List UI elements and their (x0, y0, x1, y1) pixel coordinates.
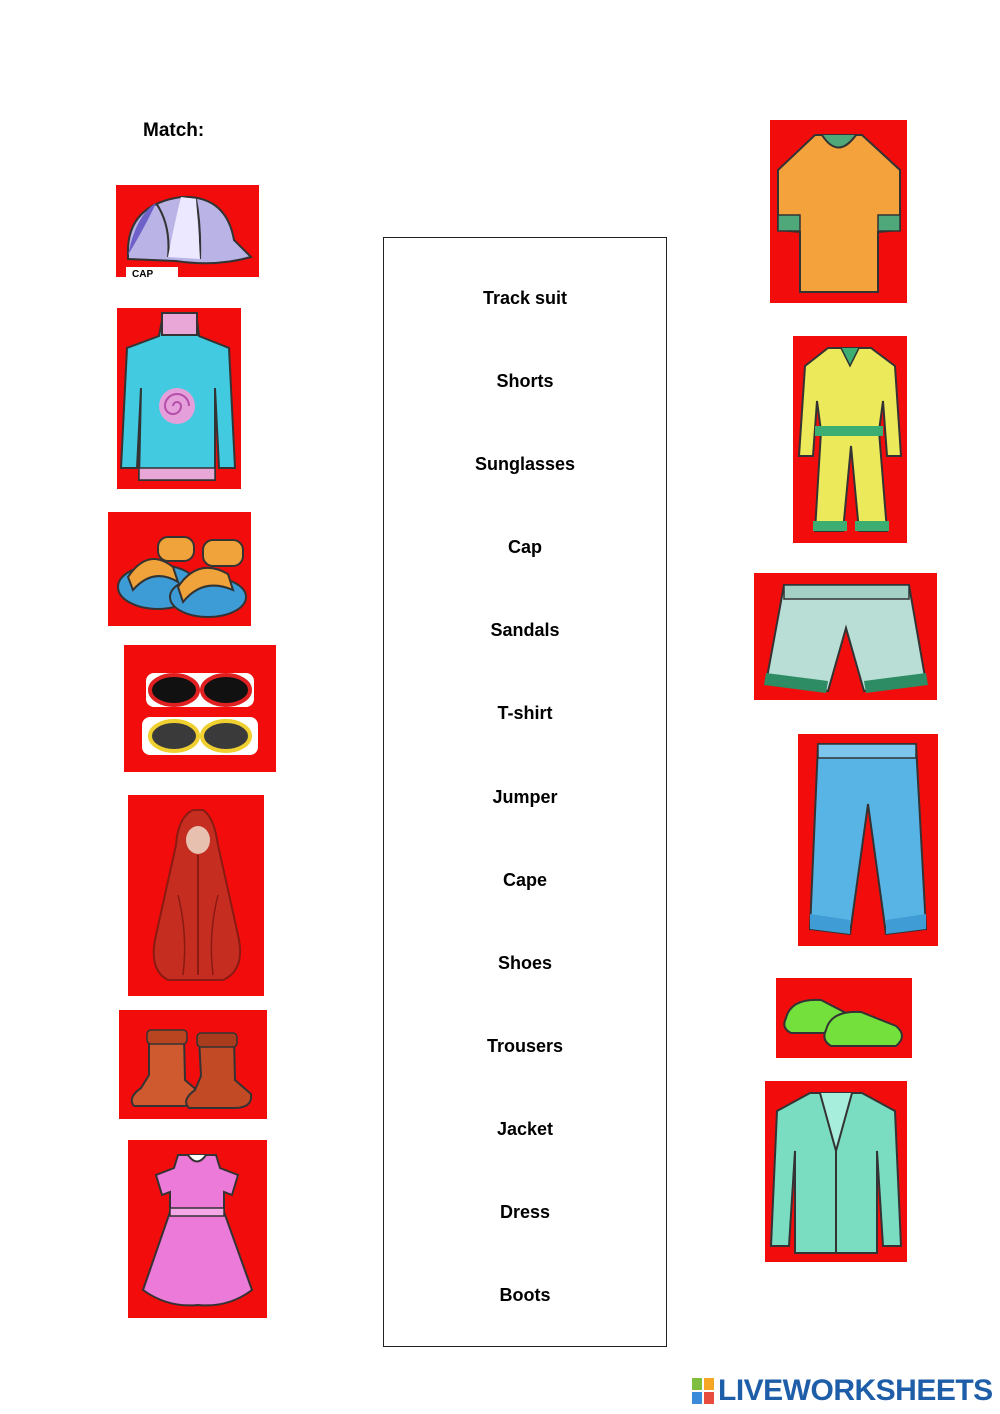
word-trousers[interactable]: Trousers (486, 1036, 564, 1056)
jacket-icon (765, 1081, 907, 1262)
word-t-shirt[interactable]: T-shirt (497, 703, 553, 723)
boots-icon (119, 1010, 267, 1119)
brand-text: LIVEWORKSHEETS (718, 1374, 993, 1407)
shorts-picture[interactable] (754, 573, 937, 700)
tshirt-picture[interactable] (770, 120, 907, 303)
sandals-picture[interactable] (108, 512, 251, 626)
tracksuit-picture[interactable] (793, 336, 907, 543)
shorts-icon (754, 573, 937, 700)
cap-picture[interactable] (116, 185, 259, 277)
sandals-icon (108, 512, 251, 626)
word-jumper[interactable]: Jumper (492, 787, 558, 807)
boots-picture[interactable] (119, 1010, 267, 1119)
dress-picture[interactable] (128, 1140, 267, 1318)
trousers-icon (798, 734, 938, 946)
word-shorts[interactable]: Shorts (496, 371, 554, 391)
word-shoes[interactable]: Shoes (497, 953, 553, 973)
word-sandals[interactable]: Sandals (490, 620, 560, 640)
jumper-icon (117, 308, 241, 489)
cape-picture[interactable] (128, 795, 264, 996)
svg-text:CAP: CAP (132, 269, 154, 277)
cap-icon (116, 185, 259, 277)
word-dress[interactable]: Dress (499, 1202, 551, 1222)
sunglasses-icon (124, 645, 276, 772)
tracksuit-icon (793, 336, 907, 543)
word-jacket[interactable]: Jacket (496, 1119, 554, 1139)
liveworksheets-brand (692, 1374, 993, 1408)
word-track-suit[interactable]: Track suit (482, 288, 568, 308)
instruction-title: Match: (143, 120, 205, 141)
word-sunglasses[interactable]: Sunglasses (474, 454, 576, 474)
trousers-picture[interactable] (798, 734, 938, 946)
sunglasses-picture[interactable] (124, 645, 276, 772)
dress-icon (128, 1140, 267, 1318)
shoes-picture[interactable] (776, 978, 912, 1058)
jacket-picture[interactable] (765, 1081, 907, 1262)
cape-icon (128, 795, 264, 996)
word-cape[interactable]: Cape (502, 870, 547, 890)
word-cap[interactable]: Cap (507, 537, 542, 557)
tshirt-icon (770, 120, 907, 303)
shoes-icon (776, 978, 912, 1058)
liveworksheets-logo-icon (692, 1378, 714, 1404)
jumper-picture[interactable] (117, 308, 241, 489)
word-boots[interactable]: Boots (499, 1285, 551, 1305)
word-list-box (383, 237, 667, 1347)
